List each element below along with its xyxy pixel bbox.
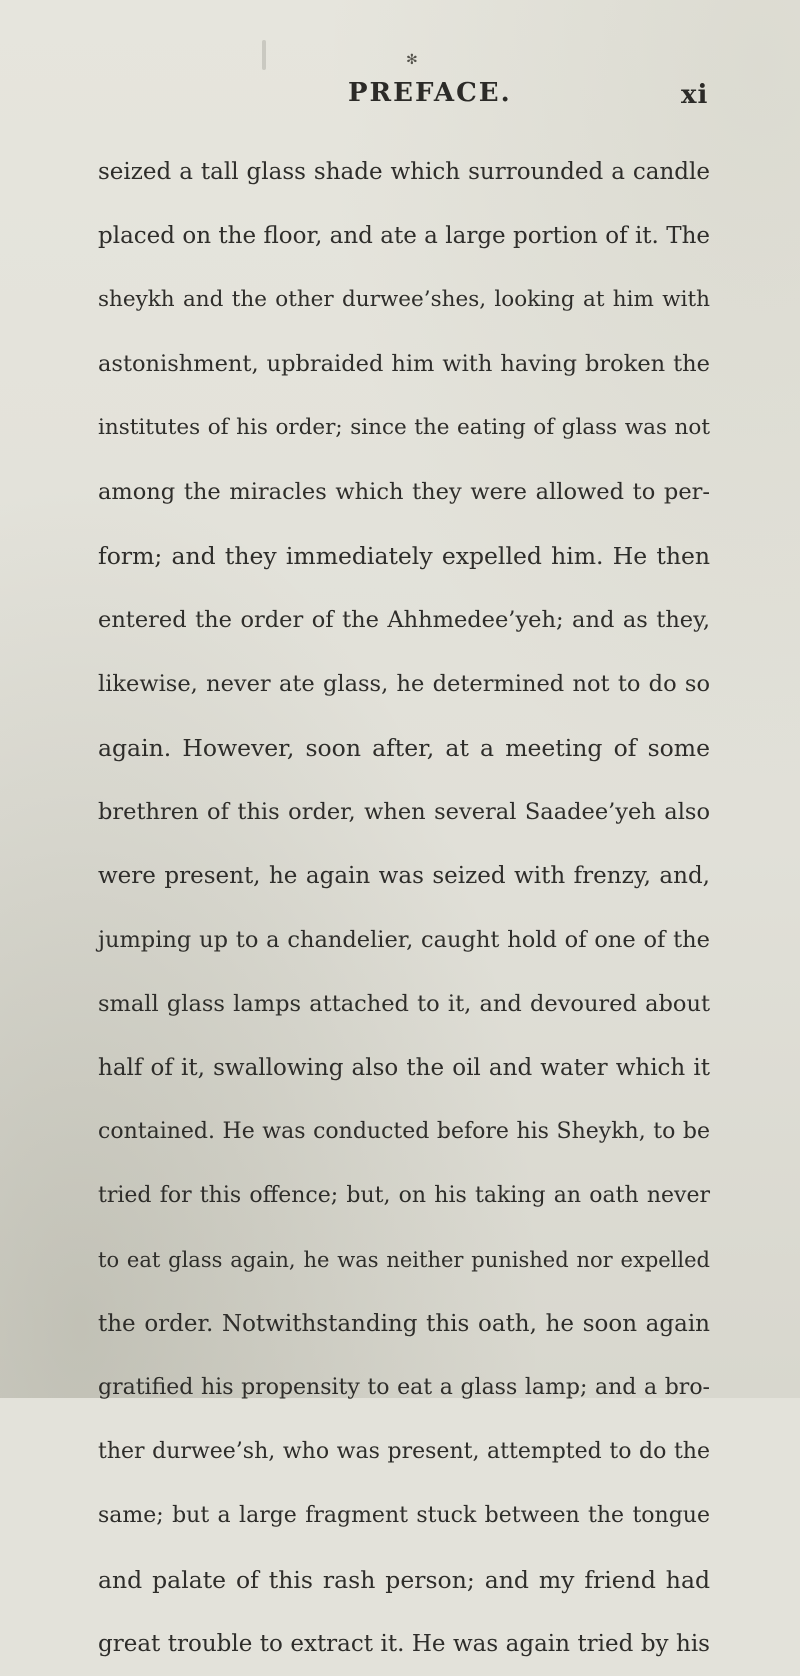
running-title: PREFACE. xyxy=(348,78,512,108)
text-line: seized a tall glass shade which surrounded a candle xyxy=(98,159,710,185)
text-line: great trouble to extract it. He was again tried by his xyxy=(98,1631,710,1657)
text-line: ther durwee’sh, who was present, attempted to do the xyxy=(98,1439,710,1464)
text-line: contained. He was conducted before his Sheykh, to be xyxy=(98,1119,710,1144)
text-line: and palate of this rash person; and my friend had xyxy=(98,1566,710,1594)
page-header xyxy=(0,78,800,118)
text-line: small glass lamps attached to it, and devoured about xyxy=(98,991,710,1017)
text-line: the order. Notwithstanding this oath, he soon again xyxy=(98,1311,710,1337)
text-line: again. However, soon after, at a meeting of some xyxy=(98,734,710,762)
text-line: institutes of his order; since the eating of glass was not xyxy=(98,415,710,440)
text-line: placed on the floor, and ate a large portion of it. The xyxy=(98,223,710,249)
text-line: to eat glass again, he was neither punished nor expelled xyxy=(98,1248,710,1272)
printer-ornament-icon: ✻ xyxy=(406,52,418,68)
text-line: jumping up to a chandelier, caught hold of one of the xyxy=(98,927,710,953)
text-line: same; but a large fragment stuck between the tongue xyxy=(98,1503,710,1528)
text-line: among the miracles which they were allowed to per- xyxy=(98,479,710,505)
text-line: form; and they immediately expelled him. He then xyxy=(98,542,710,570)
body-text xyxy=(98,140,710,1676)
text-line: sheykh and the other durwee’shes, looking at him with xyxy=(98,287,710,312)
page-smudge xyxy=(262,40,266,70)
text-line: tried for this offence; but, on his taking an oath never xyxy=(98,1183,710,1208)
text-line: astonishment, upbraided him with having broken the xyxy=(98,351,710,377)
text-line: gratified his propensity to eat a glass lamp; and a bro- xyxy=(98,1375,710,1400)
text-line: likewise, never ate glass, he determined not to do so xyxy=(98,671,710,697)
text-line: entered the order of the Ahhmedee’yeh; and as they, xyxy=(98,607,710,633)
page-number: xi xyxy=(681,80,709,110)
text-line: half of it, swallowing also the oil and water which it xyxy=(98,1055,710,1081)
text-line: brethren of this order, when several Saadee’yeh also xyxy=(98,799,710,825)
text-line: were present, he again was seized with frenzy, and, xyxy=(98,863,710,889)
